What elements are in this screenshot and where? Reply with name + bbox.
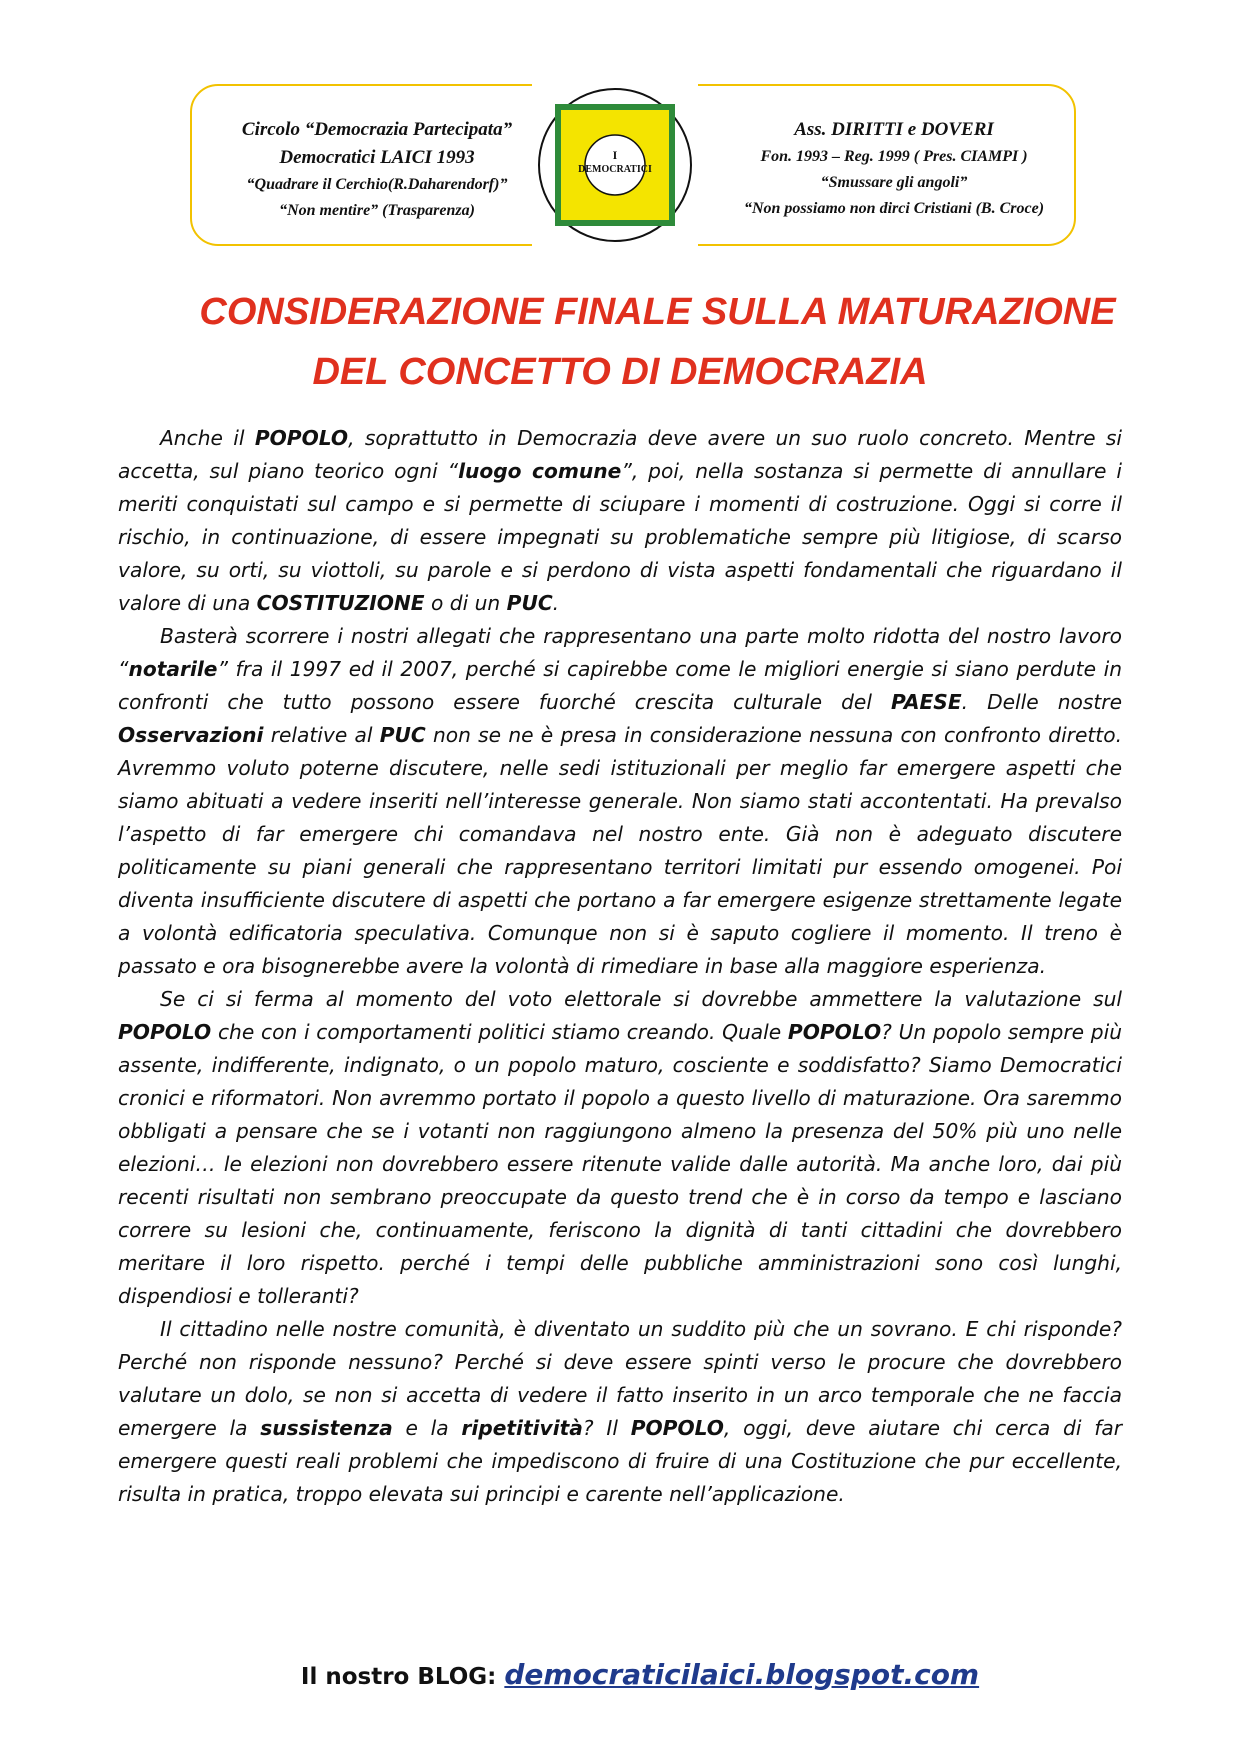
paragraph-text: ? Un popolo sempre più assente, indifferente, indignato, o un popolo maturo, cosciente e soddisfatto? Siamo Democratici cronici e riformatori. Non avremmo portato il popolo a questo livello di maturazione. Ora saremmo obbligati a pensare che se i votanti non raggiungono almeno la presenza del 50% più uno nelle elezioni… le elezioni non dovrebbero essere ritenute valide dalle autorità. Ma anche loro, dai più recenti risultati non sembrano preoccupate da questo trend che è in corso da tempo e lasciano correre su lesioni che, continuamente, feriscono la dignità di tanti cittadini che dovrebbero meritare il loro rispetto. perché i tempi delle pubbliche amministrazioni sono così lunghi, dispendiosi e tolleranti? xyxy=(118,1020,1122,1308)
logo-mark: I xyxy=(612,148,618,162)
emphasis-text: POPOLO xyxy=(630,1416,724,1440)
footer-label: Il nostro BLOG: xyxy=(300,1664,505,1690)
emphasis-text: luogo comune xyxy=(458,459,622,483)
emphasis-text: notarile xyxy=(128,657,218,681)
body-paragraph xyxy=(118,983,1122,1313)
body-paragraph xyxy=(118,620,1122,983)
paragraph-text: ”, poi, nella sostanza si permette di annullare i meriti conquistati sul campo e si permette di sciupare i momenti di costruzione. Oggi si corre il rischio, in continuazione, di essere impegnati su problematiche sempre più litigiose, di scarso valore, su orti, su viottoli, su parole e si perdono di vista aspetti fondamentali che riguardano il valore di una xyxy=(118,459,1122,615)
paragraph-text: e la xyxy=(392,1416,462,1440)
paragraph-text: ” fra il 1997 ed il 2007, perché si capirebbe come le migliori energie si siano perdute in confronti che tutto possono essere fuorché crescita culturale del xyxy=(118,657,1122,714)
paragraph-text: Il cittadino nelle nostre comunità, è diventato un suddito più che un sovrano. E chi risponde? Perché non risponde nessuno? Perché si deve essere spinti verso le procure che dovrebbero valutare un dolo, se non si accetta di vedere il fatto inserito in un arco temporale che ne faccia emergere la xyxy=(118,1317,1122,1440)
header-left-line: “Non mentire” (Trasparenza) xyxy=(279,202,475,219)
paragraph-text: o di un xyxy=(424,591,507,615)
democratici-logo xyxy=(532,84,698,246)
emphasis-text: POPOLO xyxy=(254,426,349,450)
header-left-line: Circolo “Democrazia Partecipata” xyxy=(241,119,513,140)
paragraph-text: , oggi, deve aiutare chi cerca di far emergere questi reali problemi che impediscono di fruire di una Costituzione che pur eccellente, risulta in pratica, troppo elevata sui principi e carente nell’applicazione. xyxy=(118,1416,1122,1506)
paragraph-text: . xyxy=(552,591,560,615)
header-right-line: Fon. 1993 – Reg. 1999 ( Pres. CIAMPI ) xyxy=(760,148,1028,165)
paragraph-text: relative al xyxy=(263,723,380,747)
paragraph-text: , soprattutto in Democrazia deve avere un suo ruolo concreto. Mentre si accetta, sul piano teorico ogni “ xyxy=(118,426,1122,483)
paragraph-text: Anche il xyxy=(160,426,255,450)
title-line-1: CONSIDERAZIONE FINALE SULLA MATURAZIONE xyxy=(199,291,1116,333)
emphasis-text: PUC xyxy=(379,723,426,747)
header-right-line: Ass. DIRITTI e DOVERI xyxy=(794,119,994,140)
paragraph-text: che con i comportamenti politici stiamo creando. Quale xyxy=(211,1020,788,1044)
emphasis-text: PUC xyxy=(506,591,553,615)
header-left-line: “Quadrare il Cerchio(R.Daharendorf)” xyxy=(246,176,508,193)
header-right-line: “Smussare gli angoli” xyxy=(820,174,968,191)
paragraph-text: Basterà scorrere i nostri allegati che rappresentano una parte molto ridotta del nostro lavoro “ xyxy=(118,624,1122,681)
title-line-2: DEL CONCETTO DI DEMOCRAZIA xyxy=(312,351,928,393)
logo-label: DEMOCRATICI xyxy=(578,164,652,175)
emphasis-text: COSTITUZIONE xyxy=(256,591,425,615)
header-right-line: “Non possiamo non dirci Cristiani (B. Croce) xyxy=(743,200,1045,217)
body-paragraph xyxy=(118,422,1122,620)
header-banner xyxy=(190,84,1076,246)
header-left-line: Democratici LAICI 1993 xyxy=(279,147,475,168)
emphasis-text: POPOLO xyxy=(787,1020,882,1044)
footer-blog xyxy=(0,1658,1240,1691)
emphasis-text: ripetitività xyxy=(461,1416,583,1440)
emphasis-text: Osservazioni xyxy=(118,723,264,747)
emphasis-text: POPOLO xyxy=(118,1020,212,1044)
document-title xyxy=(0,282,1240,402)
header-left-block xyxy=(212,116,542,224)
body-text xyxy=(118,422,1122,1511)
paragraph-text: non se ne è presa in considerazione nessuna con confronto diretto. Avremmo voluto poterne discutere, nelle sedi istituzionali per meglio far emergere aspetti che siamo abituati a vedere inseriti nell’interesse generale. Non siamo stati accontentati. Ha prevalso l’aspetto di far emergere chi comandava nel nostro ente. Già non è adeguato discutere politicamente su piani generali che rappresentano territori limitati pur essendo omogenei. Poi diventa insufficiente discutere di aspetti che portano a far emergere esigenze strettamente legate a volontà edificatoria speculativa. Comunque non si è saputo cogliere il momento. Il treno è passato e ora bisognerebbe avere la volontà di rimediare in base alla maggiore esperienza. xyxy=(118,723,1122,978)
blog-link[interactable]: democraticilaici.blogspot.com xyxy=(504,1658,980,1691)
body-paragraph xyxy=(118,1313,1122,1511)
emphasis-text: PAESE xyxy=(890,690,962,714)
header-right-block xyxy=(724,116,1064,222)
paragraph-text: Se ci si ferma al momento del voto elettorale si dovrebbe ammettere la valutazione sul xyxy=(160,987,1122,1011)
paragraph-text: . Delle nostre xyxy=(961,690,1122,714)
paragraph-text: ? Il xyxy=(582,1416,631,1440)
emphasis-text: sussistenza xyxy=(260,1416,393,1440)
